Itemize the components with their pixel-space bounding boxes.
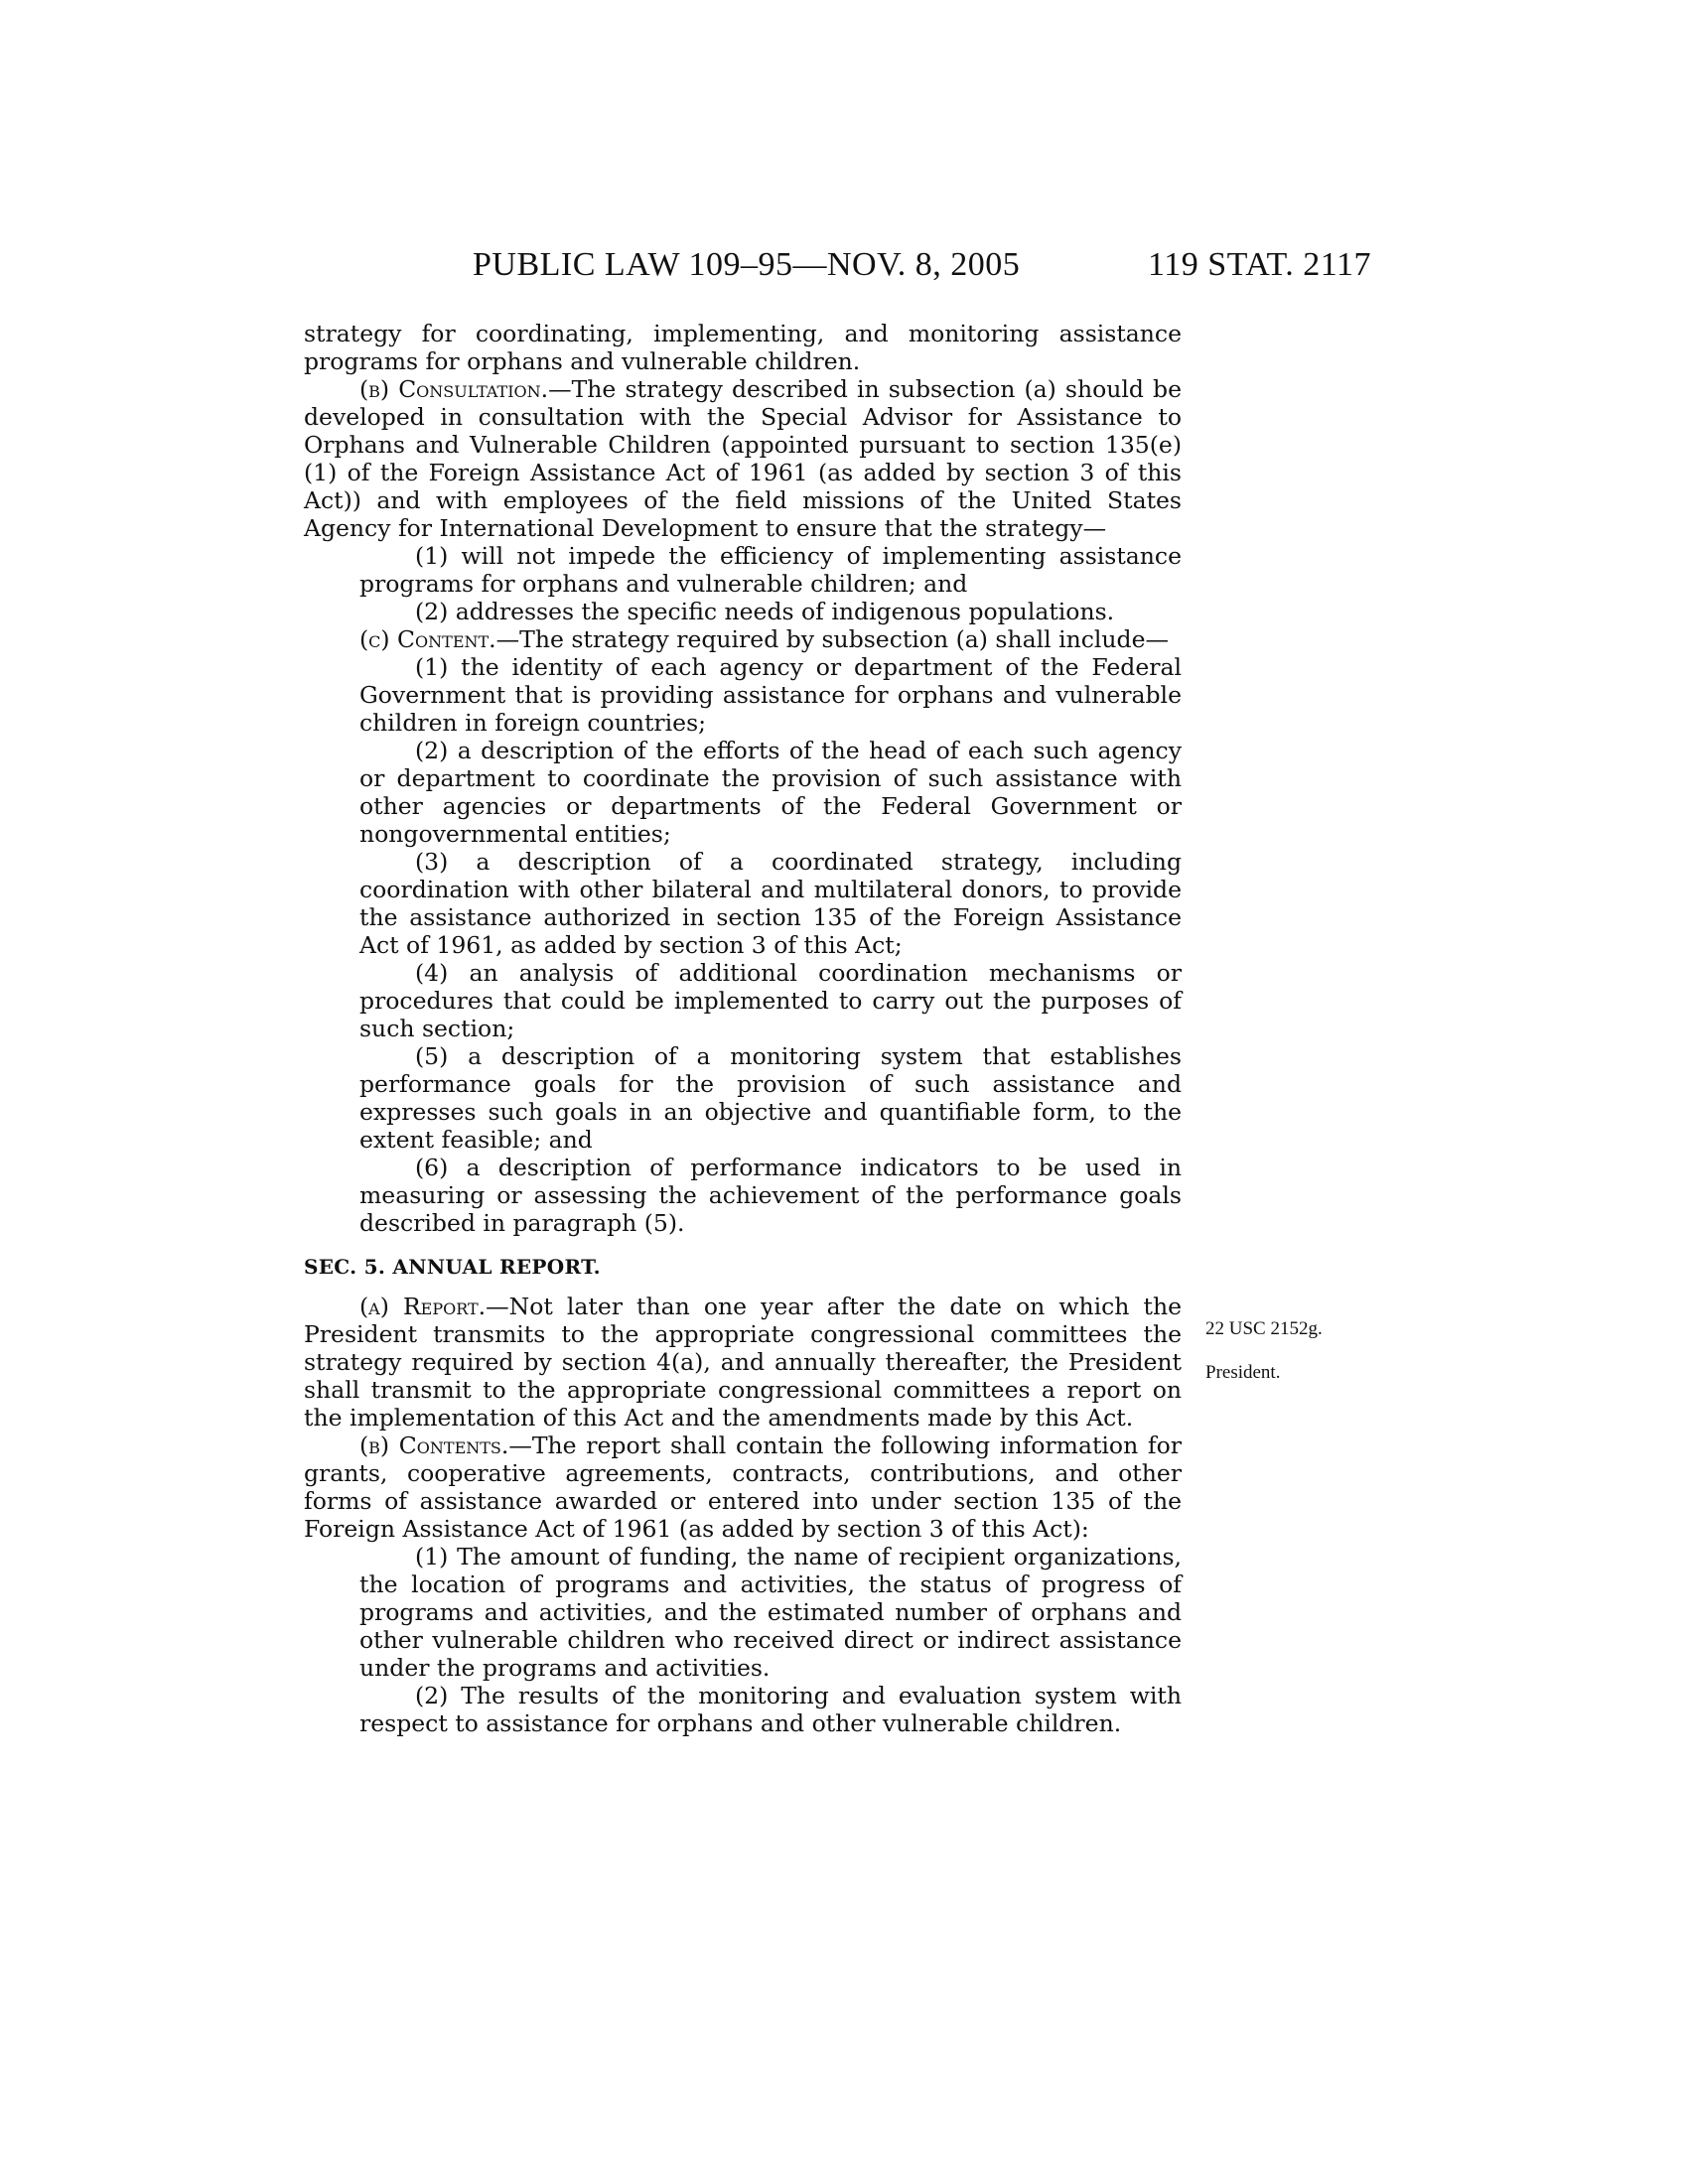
subsection-label: (a) Report. bbox=[359, 1293, 487, 1320]
subsection-text: —The strategy required by subsection (a) shall include— bbox=[495, 625, 1170, 653]
paragraph-c4: (4) an analysis of additional coordination mechanisms or procedures that could be implemented to carry out the purposes of such section; bbox=[359, 959, 1182, 1042]
paragraph-c2: (2) a description of the efforts of the head of each such agency or department to coordinate the provision of such assistance with other agencies or departments of the Federal Government or nongovernmental entities; bbox=[359, 737, 1182, 848]
paragraph-contents-2: (2) The results of the monitoring and evaluation system with respect to assistance for orphans and other vulnerable children. bbox=[359, 1682, 1182, 1737]
subsection-b-contents bbox=[304, 1432, 1182, 1543]
paragraph-contents-1: (1) The amount of funding, the name of recipient organizations, the location of programs and activities, the status of progress of programs and activities, and the estimated number of orphans and other vulnerable children who received direct or indirect assistance under the programs and activities. bbox=[359, 1543, 1182, 1682]
running-head-title: PUBLIC LAW 109–95—NOV. 8, 2005 bbox=[473, 246, 1021, 283]
running-head-stat: 119 STAT. 2117 bbox=[1148, 246, 1371, 283]
subsection-text: —The report shall contain the following information for grants, cooperative agreements, contracts, contributions, and other forms of assistance awarded or entered into under section 135 of the Foreign Assistance Act of 1961 (as added by section 3 of this Act): bbox=[304, 1432, 1182, 1543]
paragraph-continuation: strategy for coordinating, implementing, and monitoring assistance programs for orphans and vulnerable children. bbox=[304, 320, 1182, 375]
main-text bbox=[304, 320, 1182, 1737]
subsection-b-consultation bbox=[304, 375, 1182, 542]
subsection-label: (b) Contents. bbox=[359, 1432, 509, 1459]
subsection-text: —Not later than one year after the date on which the President transmits to the appropriate congressional committees the strategy required by section 4(a), and annually thereafter, the President shall transmit to the appropriate congressional committees a report on the implementation of this Act and the amendments made by this Act. bbox=[304, 1293, 1182, 1432]
subsection-label: (b) Consultation. bbox=[359, 375, 549, 403]
paragraph-c5: (5) a description of a monitoring system that establishes performance goals for the provision of such assistance and expresses such goals in an objective and quantifiable form, to the extent feasible; and bbox=[359, 1042, 1182, 1154]
paragraph-b1: (1) will not impede the efficiency of implementing assistance programs for orphans and vulnerable children; and bbox=[359, 542, 1182, 598]
paragraph-c6: (6) a description of performance indicators to be used in measuring or assessing the achievement of the performance goals described in paragraph (5). bbox=[359, 1154, 1182, 1237]
margin-note-president: President. bbox=[1205, 1362, 1281, 1383]
subsection-text: —The strategy described in subsection (a) should be developed in consultation with the Special Advisor for Assistance to Orphans and Vulnerable Children (appointed pursuant to section 135(e)(1) of the Foreign Assistance Act of 1961 (as added by section 3 of this Act)) and with employees of the field missions of the United States Agency for International Development to ensure that the strategy— bbox=[304, 375, 1183, 542]
section-5-heading: SEC. 5. ANNUAL REPORT. bbox=[304, 1255, 601, 1279]
paragraph-c3: (3) a description of a coordinated strategy, including coordination with other bilateral and multilateral donors, to provide the assistance authorized in section 135 of the Foreign Assistance Act of 1961, as added by section 3 of this Act; bbox=[359, 848, 1182, 959]
paragraph-c1: (1) the identity of each agency or department of the Federal Government that is providing assistance for orphans and vulnerable children in foreign countries; bbox=[359, 653, 1182, 737]
margin-note-usc: 22 USC 2152g. bbox=[1205, 1318, 1323, 1339]
paragraph-b2: (2) addresses the specific needs of indigenous populations. bbox=[415, 598, 1115, 625]
subsection-label: (c) Content. bbox=[359, 625, 496, 653]
subsection-a-report bbox=[304, 1293, 1182, 1432]
subsection-c-content bbox=[304, 625, 1182, 653]
